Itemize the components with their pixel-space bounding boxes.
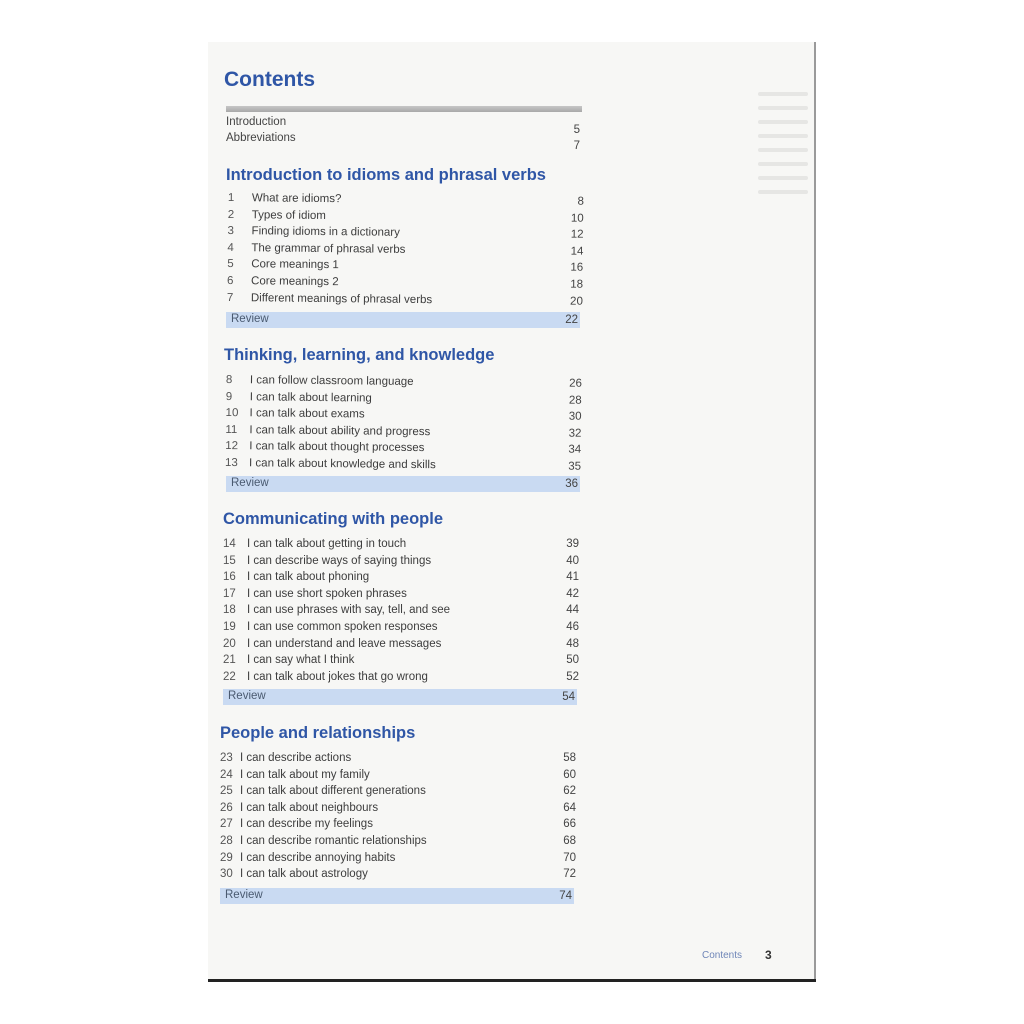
item-label: I can describe romantic relationships	[240, 834, 427, 847]
item-label: I can use short spoken phrases	[247, 587, 407, 600]
list-item	[220, 852, 576, 869]
item-number: 21	[223, 654, 236, 667]
item-page: 12	[570, 228, 584, 241]
item-number: 7	[226, 291, 234, 304]
list-item	[223, 621, 579, 638]
review-label: Review	[231, 313, 269, 325]
item-page: 8	[577, 195, 584, 208]
item-label: Different meanings of phrasal verbs	[250, 291, 433, 306]
item-number: 18	[223, 604, 236, 617]
item-label: Finding idioms in a dictionary	[251, 225, 400, 239]
item-label: I can talk about neighbours	[240, 801, 379, 814]
item-number: 8	[225, 374, 233, 387]
item-page: 72	[563, 868, 576, 881]
front-matter-label: Introduction	[226, 116, 287, 128]
list-item	[220, 769, 576, 786]
footer-label: Contents	[702, 950, 743, 961]
item-label: I can talk about jokes that go wrong	[247, 670, 428, 683]
item-number: 17	[223, 587, 236, 600]
item-number: 25	[220, 785, 233, 798]
item-number: 16	[223, 571, 236, 584]
section-items	[225, 374, 582, 477]
section-items	[220, 752, 576, 885]
item-page: 10	[570, 212, 584, 225]
item-page: 14	[570, 245, 584, 258]
list-item	[220, 785, 576, 802]
item-page: 26	[569, 377, 582, 390]
item-page: 42	[566, 587, 579, 600]
section-heading: Thinking, learning, and knowledge	[224, 346, 495, 364]
item-number: 3	[227, 225, 235, 238]
item-label: The grammar of phrasal verbs	[251, 242, 406, 256]
item-page: 18	[570, 278, 584, 291]
page-number: 3	[765, 948, 772, 962]
section-items	[227, 192, 584, 312]
front-matter-page: 5	[573, 124, 580, 136]
item-label: I can describe actions	[240, 752, 352, 764]
item-number: 23	[220, 752, 233, 764]
item-page: 66	[563, 818, 576, 831]
item-label: Types of idiom	[251, 208, 326, 222]
review-label: Review	[225, 889, 263, 901]
item-label: I can understand and leave messages	[247, 637, 442, 650]
list-item	[223, 571, 579, 588]
title-rule	[226, 106, 582, 112]
list-item	[223, 555, 579, 572]
item-number: 26	[220, 801, 233, 814]
review-label: Review	[228, 690, 266, 702]
item-label: I can follow classroom language	[249, 374, 414, 388]
item-number: 28	[220, 834, 233, 847]
review-band	[223, 689, 577, 705]
item-number: 13	[225, 456, 238, 470]
item-label: I can describe ways of saying things	[247, 554, 432, 567]
item-page: 28	[568, 394, 582, 407]
item-number: 27	[220, 818, 233, 831]
item-page: 40	[566, 554, 579, 567]
item-label: What are idioms?	[251, 192, 342, 206]
item-label: I can talk about my family	[240, 768, 370, 781]
review-band	[220, 888, 574, 904]
review-label: Review	[231, 477, 269, 489]
item-page: 32	[568, 427, 582, 440]
review-page: 22	[565, 314, 578, 326]
list-item	[220, 752, 576, 769]
item-label: I can talk about exams	[249, 407, 365, 421]
list-item	[220, 818, 576, 835]
list-item	[225, 457, 581, 477]
list-item	[220, 868, 576, 885]
item-label: I can describe my feelings	[240, 818, 373, 831]
list-item	[223, 638, 579, 655]
contents-title: Contents	[224, 68, 315, 91]
item-page: 44	[566, 604, 579, 617]
item-number: 20	[223, 637, 236, 650]
item-number: 6	[227, 274, 234, 288]
item-number: 5	[227, 258, 234, 271]
item-page: 64	[563, 801, 576, 814]
item-number: 9	[225, 390, 233, 403]
item-page: 20	[570, 295, 583, 308]
book-page	[208, 42, 816, 982]
item-number: 24	[220, 768, 233, 781]
page-bottom-edge	[208, 979, 816, 982]
section-heading: Introduction to idioms and phrasal verbs	[226, 166, 546, 184]
item-number: 1	[227, 192, 235, 205]
section-heading: Communicating with people	[223, 510, 444, 528]
list-item	[220, 835, 576, 852]
list-item	[227, 292, 583, 312]
item-page: 39	[566, 538, 579, 550]
item-label: I can talk about astrology	[240, 868, 368, 881]
item-label: I can use common spoken responses	[247, 620, 438, 633]
review-band	[226, 312, 580, 328]
list-item	[223, 588, 579, 605]
item-page: 52	[566, 670, 579, 683]
item-number: 2	[227, 208, 235, 221]
item-page: 60	[563, 768, 576, 781]
section-heading: People and relationships	[220, 724, 416, 742]
item-label: I can talk about knowledge and skills	[249, 457, 436, 472]
item-page: 34	[568, 443, 582, 457]
item-label: I can describe annoying habits	[240, 851, 396, 864]
item-number: 15	[223, 554, 236, 567]
list-item	[223, 654, 579, 671]
item-page: 58	[563, 752, 576, 764]
review-band	[226, 476, 580, 492]
item-page: 41	[566, 571, 579, 584]
item-number: 10	[225, 407, 239, 420]
list-item	[223, 604, 579, 621]
item-label: I can talk about getting in touch	[247, 538, 407, 550]
item-page: 50	[566, 654, 579, 667]
item-page: 68	[563, 834, 576, 847]
item-label: I can say what I think	[247, 654, 355, 667]
list-item	[223, 538, 579, 555]
item-number: 19	[223, 620, 236, 633]
item-label: I can use phrases with say, tell, and see	[247, 604, 451, 617]
item-page: 16	[570, 261, 584, 275]
front-matter-page: 7	[573, 140, 580, 152]
item-label: I can talk about thought processes	[249, 440, 425, 455]
item-page: 48	[566, 637, 579, 650]
list-item	[223, 671, 579, 688]
item-page: 70	[563, 851, 576, 864]
item-label: I can talk about phoning	[247, 571, 370, 584]
item-number: 30	[220, 868, 233, 881]
item-number: 22	[223, 670, 236, 683]
item-page: 62	[563, 785, 576, 798]
item-label: I can talk about ability and progress	[249, 424, 431, 438]
item-number: 14	[223, 538, 236, 550]
review-page: 74	[559, 890, 572, 902]
item-number: 11	[225, 423, 238, 436]
list-item	[220, 802, 576, 819]
item-label: Core meanings 2	[251, 275, 339, 289]
item-number: 12	[225, 440, 239, 453]
item-page: 30	[568, 410, 582, 423]
review-page: 54	[562, 691, 575, 703]
page-spine	[814, 42, 816, 982]
show-through-text	[758, 82, 808, 204]
front-matter-row	[226, 116, 580, 136]
item-label: Core meanings 1	[251, 258, 339, 272]
front-matter-row	[226, 132, 580, 152]
item-number: 4	[227, 241, 234, 254]
review-page: 36	[565, 478, 578, 490]
item-number: 29	[220, 851, 233, 864]
item-label: I can talk about different generations	[240, 785, 426, 798]
front-matter-label: Abbreviations	[226, 132, 296, 144]
item-page: 46	[566, 620, 579, 633]
item-label: I can talk about learning	[249, 390, 372, 405]
section-items	[223, 538, 579, 687]
item-page: 35	[568, 460, 582, 473]
